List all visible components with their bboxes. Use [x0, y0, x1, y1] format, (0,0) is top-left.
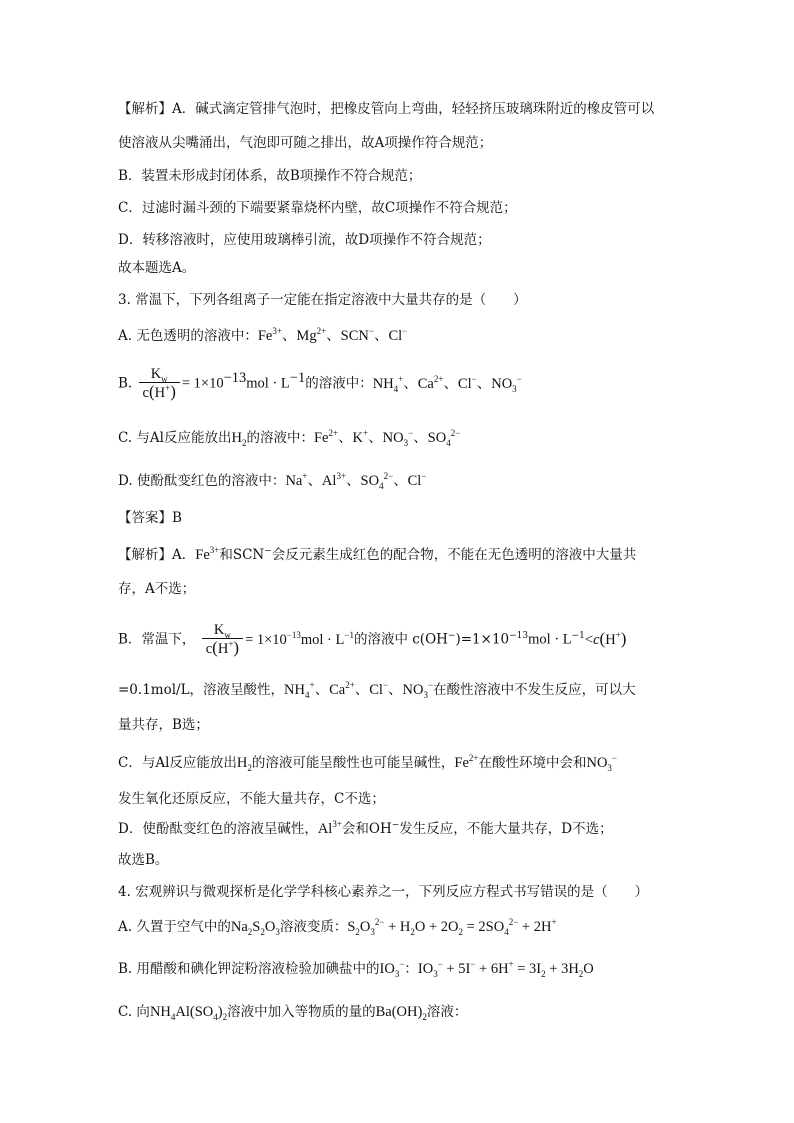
q3-analysis-end: 故选B。: [118, 852, 169, 868]
q4-option-b: B. 用醋酸和碘化钾淀粉溶液检验加碘盐中的$IO_3^-$：$IO_3^- + 5I^- + 6H^+ = 3I_2 + 3H_2O$: [118, 959, 594, 979]
q3-analysis-b-unit: mol · L: [528, 631, 572, 648]
q2-analysis-line-1: 【解析】A．碱式滴定管排气泡时，把橡皮管向上弯曲，轻轻挤压玻璃珠附近的橡皮管可以: [118, 101, 655, 117]
q3-analysis-b-line-3: 量共存，B选；: [118, 717, 209, 733]
q3-option-d: [118, 471, 426, 491]
q2-analysis-line-6: 故本题选A。: [118, 260, 196, 276]
q4-option-a-compound: $Na_2S_2O_3$: [230, 919, 280, 937]
q4-option-c-reagent: $Ba(OH)_2$: [375, 1004, 427, 1022]
q3-analysis-a-rest: 会反元素生成红色的配合物，不能在无色透明的溶液中大量共: [271, 547, 637, 563]
q3-option-b-suffix: 的溶液中：: [305, 375, 373, 392]
q3-analysis-b-mid: 的溶液中 c(OH: [353, 631, 448, 648]
q3-analysis-c-tail: 在酸性环境中会和: [478, 755, 587, 771]
q3-option-a: [118, 326, 407, 346]
q3-analysis-a-line-2: 存，A不选；: [118, 581, 196, 597]
q3-analysis-b-value: = $1\times 10^{-13}mol \cdot L^{-1}$: [245, 629, 354, 648]
q3-option-a-ions: $Fe^{3+}$、$Mg^{2+}$、SCN−、Cl−: [257, 326, 408, 344]
q3-analysis-c-mid: 的溶液可能呈酸性也可能呈碱性，: [251, 755, 455, 771]
q3-analysis-b-tail: 在酸性溶液中不发生反应，可以大: [433, 682, 636, 698]
q3-option-a-label: A. 无色透明的溶液中：: [118, 328, 258, 344]
q3-analysis-a-line-1: 【解析】A．$Fe^{3+}$和SCN−会反元素生成红色的配合物，不能在无色透明的溶液中大量共: [118, 545, 637, 563]
q4-option-b-label: B. 用醋酸和碘化钾淀粉溶液检验加碘盐中的: [118, 961, 380, 977]
q3-analysis-c-gas: $H_2$: [236, 755, 252, 773]
q4-option-c-label: C. 向: [118, 1004, 150, 1020]
q3-analysis-b-line-2: [118, 680, 636, 700]
q3-analysis-b-ions: $NH_4^+$、$Ca^{2+}$、Cl−、$NO_3^-$: [284, 680, 434, 700]
q3-analysis-b-rest: =0.1mol/L，溶液呈酸性，: [118, 682, 285, 698]
q3-analysis-c-line-1: [118, 753, 617, 773]
q3-option-c-ions: $Fe^{2+}$、K+、$NO_3^-$、$SO_4^{2-}$: [313, 428, 461, 448]
q3-option-c-suffix: 的溶液中：: [246, 430, 314, 446]
q3-analysis-b-compare: <c(H+): [584, 628, 627, 648]
q3-option-b: [118, 366, 522, 402]
q4-option-b-equation: $IO_3^- + 5I^- + 6H^+ = 3I_2 + 3H_2O$: [417, 959, 594, 979]
q4-option-a-mid: 溶液变质：: [279, 919, 348, 935]
q4-option-a-equation: $S_2O_3^{2-} + H_2O + 2O_2 = 2SO_4^{2-} + 2H^+$: [347, 917, 557, 937]
q3-option-b-exponent: −13: [223, 370, 247, 386]
q4-option-c-compound: $NH_4Al(SO_4)_2$: [149, 1004, 228, 1022]
q2-analysis-line-4: C．过滤时漏斗颈的下端要紧靠烧杯内壁，故C项操作不符合规范；: [118, 200, 517, 216]
q3-option-c-gas: $H_2$: [231, 430, 247, 448]
q3-analysis-c-ion: $Fe^{2+}$: [454, 753, 479, 771]
q3-analysis-b-line-1: B．常温下， $\frac{K_w}{c(H^+)}$ = $1\times 10^{-13}mol \cdot L^{-1}$的溶液中 $c(OH^-)=1\times 10^{-13}mol \cdot L^{-1}<c(H^+)$: [118, 622, 627, 657]
q3-option-d-ions: Na+、$Al^{3+}$、$SO_4^{2-}$、Cl−: [285, 471, 427, 491]
q3-option-d-label: D. 使酚酞变红色的溶液中：: [118, 473, 286, 489]
q4-option-a: [118, 917, 557, 937]
q4-option-c: [118, 1002, 467, 1022]
q3-analysis-b-mid2: )=1×10: [455, 631, 510, 648]
q3-analysis-c-nitrate: $NO_3^-$: [586, 753, 617, 773]
q3-analysis-d-line-1: D．使酚酞变红色的溶液呈碱性，$Al^{3+}$会和OH−发生反应，不能大量共存，D不选；: [118, 819, 613, 837]
q3-analysis-a-ion: $Fe^{3+}$: [195, 545, 220, 563]
q4-option-c-mid: 溶液中加入等物质的量的: [227, 1004, 376, 1020]
q3-analysis-d-label: D．使酚酞变红色的溶液呈碱性，: [118, 821, 318, 837]
q3-analysis-d-ion: $Al^{3+}$: [317, 819, 342, 837]
q3-analysis-b-fraction: $\frac{K_w}{c(H^+)}$: [202, 622, 243, 658]
q3-option-c-label: C. 与Al反应能放出: [118, 430, 232, 446]
q3-option-b-fraction: $\frac{K_w}{c(H^+)}$: [139, 366, 180, 402]
q3-analysis-c-line-2: 发生氧化还原反应，不能大量共存，C不选；: [118, 791, 385, 807]
q3-analysis-a-label: 【解析】A．: [118, 547, 196, 563]
q4-option-b-ion: $IO_3^-$: [379, 959, 405, 979]
q3-option-c: [118, 428, 460, 448]
q3-analysis-d-tail: 发生反应，不能大量共存，D不选；: [399, 821, 613, 837]
q3-analysis-a-mid: 和SCN: [219, 547, 265, 563]
q2-analysis-line-2: 使溶液从尖嘴涌出，气泡即可随之排出，故A项操作符合规范；: [118, 135, 493, 151]
q3-stem: 3. 常温下，下列各组离子一定能在指定溶液中大量共存的是（ ）: [118, 292, 527, 308]
q2-analysis-line-5: D．转移溶液时，应使用玻璃棒引流，故D项操作不符合规范；: [118, 232, 491, 248]
q3-option-b-unit-exponent: −1: [289, 370, 306, 386]
q3-analysis-b-label: B．常温下，: [118, 631, 196, 648]
q4-stem: 4. 宏观辨识与微观探析是化学学科核心素养之一，下列反应方程式书写错误的是（ ）: [118, 884, 649, 900]
q4-option-c-suffix: 溶液：: [426, 1004, 468, 1020]
q3-analysis-c-label: C．与Al反应能放出: [118, 755, 237, 771]
q4-option-a-label: A. 久置于空气中的: [118, 919, 231, 935]
q3-option-b-unit: mol · L: [246, 375, 290, 392]
q3-option-b-label: B.: [118, 375, 133, 392]
q2-analysis-line-3: B．装置未形成封闭体系，故B项操作不符合规范；: [118, 168, 422, 184]
q3-analysis-d-mid: 会和OH: [341, 821, 392, 837]
q3-answer: 【答案】B: [118, 510, 182, 526]
q3-option-b-value: = 1×10: [181, 375, 224, 392]
q3-option-b-ions: $NH_4^+$、$Ca^{2+}$、Cl−、$NO_3^-$: [372, 373, 522, 394]
